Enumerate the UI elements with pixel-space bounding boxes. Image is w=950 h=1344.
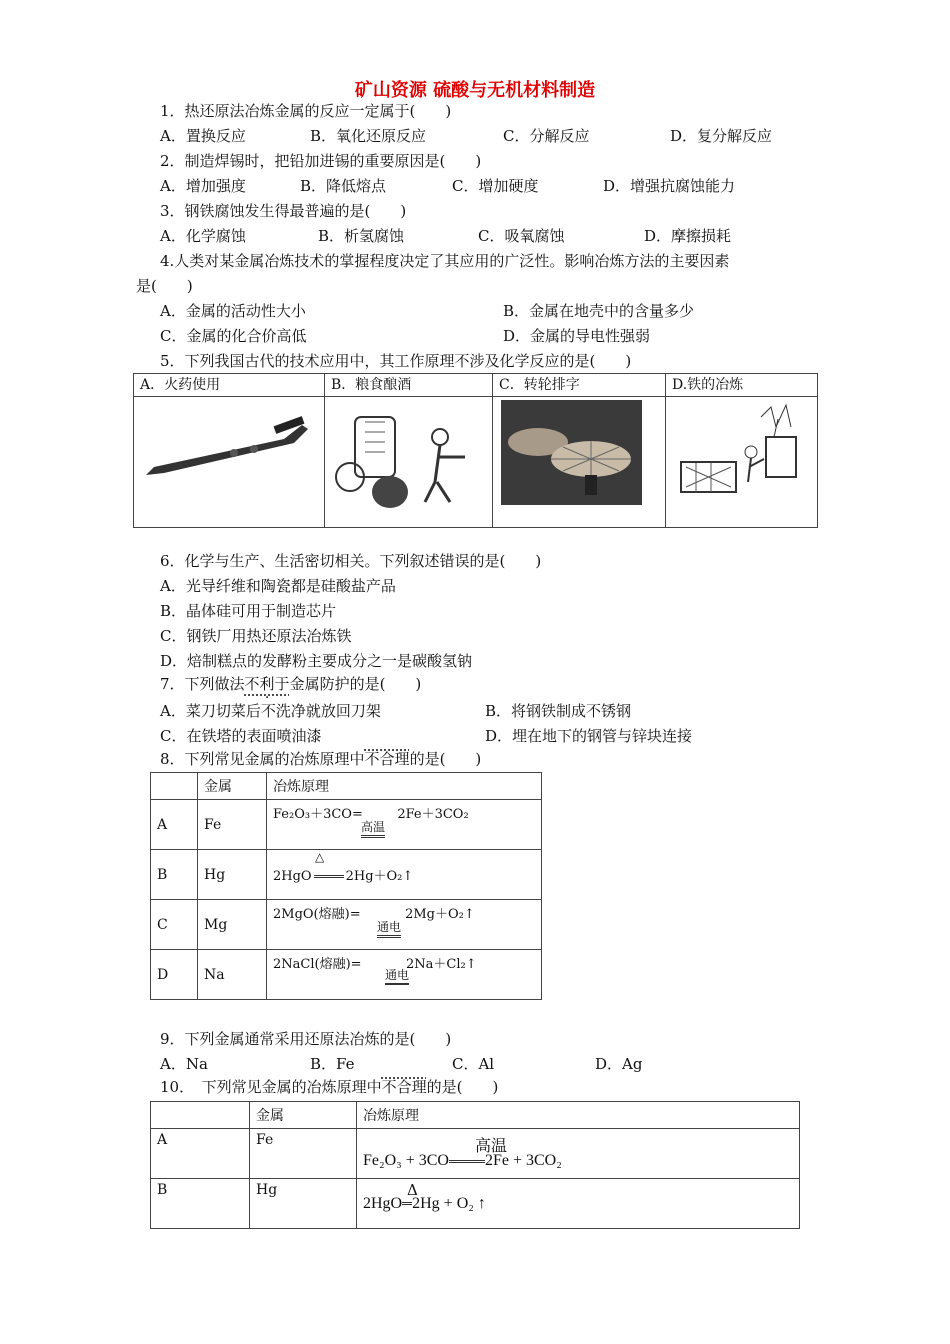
q10-header-metal: 金属 [250, 1102, 357, 1129]
q10-row-a-eq [357, 1129, 800, 1179]
q7-stem-emphasis: 不利于 [244, 675, 290, 693]
q4-option-b: B．金属在地壳中的含量多少 [503, 302, 695, 320]
q7-stem-a: 7．下列做法 [160, 675, 245, 693]
q8-row-b-eq [267, 850, 542, 900]
q8-header-metal: 金属 [198, 773, 267, 800]
q10-row-b-metal: Hg [250, 1179, 357, 1229]
q3-option-c: C．吸氧腐蚀 [478, 227, 565, 245]
q10-stem [160, 1076, 498, 1098]
q10-row-b-rhs: 2Hg + O₂ ↑ [412, 1194, 486, 1212]
q5-option-d: D.铁的冶炼 [666, 374, 817, 397]
q8-row-b-metal: Hg [198, 850, 267, 900]
q4-option-a: A．金属的活动性大小 [160, 302, 306, 320]
iron-smelting-image [666, 397, 817, 523]
q4-option-c: C．金属的化合价高低 [160, 327, 307, 345]
q10-stem-emphasis: 不合理 [381, 1078, 427, 1096]
q8-row-b [151, 850, 542, 900]
q10-row-a [151, 1129, 800, 1179]
q9-option-c: C．Al [452, 1055, 495, 1073]
q8-stem [160, 748, 481, 770]
brewing-wine-image [325, 397, 492, 523]
q8-row-b-rhs: 2Hg＋O₂↑ [345, 869, 414, 884]
q6-option-c: C．钢铁厂用热还原法冶炼铁 [160, 627, 352, 645]
q8-row-c-cond: 通电 [377, 918, 401, 938]
q10-row-a-rhs: 2Fe + 3CO₂ [484, 1152, 562, 1169]
q9-stem: 9．下列金属通常采用还原法冶炼的是( ) [160, 1030, 452, 1048]
q5-stem: 5．下列我国古代的技术应用中，其工作原理不涉及化学反应的是( ) [160, 352, 632, 370]
q8-row-c-metal: Mg [198, 900, 267, 950]
q5-option-a: A．火药使用 [134, 374, 324, 397]
q8-row-d [151, 950, 542, 1000]
q1-option-a: A．置换反应 [160, 127, 246, 145]
q8-row-b-cond: △ [315, 850, 325, 864]
q8-row-d-cond: 通电 [385, 966, 409, 985]
q10-row-b-lhs: 2HgO [363, 1194, 403, 1212]
q10-row-b-opt: B [151, 1179, 250, 1229]
q8-row-a [151, 800, 542, 850]
q2-option-d: D．增强抗腐蚀能力 [603, 177, 736, 195]
q10-row-b-eq [357, 1179, 800, 1229]
q8-row-b-opt: B [151, 850, 198, 900]
q8-row-d-eq [267, 950, 542, 1000]
q8-row-d-metal: Na [198, 950, 267, 1000]
q9-option-d: D．Ag [595, 1055, 643, 1073]
q1-option-d: D．复分解反应 [670, 127, 773, 145]
q8-row-c [151, 900, 542, 950]
q5-image-table [133, 373, 818, 528]
q5-cell-d [666, 374, 818, 528]
q7-option-a: A．菜刀切菜后不洗净就放回刀架 [160, 702, 381, 720]
q2-option-a: A．增加强度 [160, 177, 246, 195]
q7-option-b: B．将钢铁制成不锈钢 [485, 702, 632, 720]
q8-header-opt [151, 773, 198, 800]
q8-row-a-opt: A [151, 800, 198, 850]
q8-row-a-cond: 高温 [361, 818, 385, 838]
q2-option-c: C．增加硬度 [452, 177, 539, 195]
q10-row-b-cond: Δ [407, 1181, 418, 1199]
q8-row-a-eq [267, 800, 542, 850]
gunpowder-weapon-image [134, 397, 324, 523]
q8-row-d-opt: D [151, 950, 198, 1000]
q8-row-a-rhs: 2Fe＋3CO₂ [397, 807, 469, 822]
q10-header-principle: 冶炼原理 [357, 1102, 800, 1129]
q7-option-d: D．埋在地下的钢管与锌块连接 [485, 727, 693, 745]
q1-option-b: B．氧化还原反应 [310, 127, 427, 145]
q3-option-b: B．析氢腐蚀 [318, 227, 405, 245]
q10-row-a-lhs: Fe₂O₃ + 3CO [363, 1152, 449, 1169]
q7-option-c: C．在铁塔的表面喷油漆 [160, 727, 322, 745]
q6-option-a: A．光导纤维和陶瓷都是硅酸盐产品 [160, 577, 396, 595]
rotating-type-wheel-image [493, 397, 665, 523]
q10-row-b [151, 1179, 800, 1229]
q10-row-a-cond: 高温 [475, 1136, 508, 1155]
q5-option-b: B．粮食酿酒 [325, 374, 492, 397]
q8-stem-emphasis: 不合理 [364, 750, 410, 768]
q9-option-a: A．Na [160, 1055, 208, 1073]
q5-cell-b [325, 374, 493, 528]
q8-row-a-lhs: Fe₂O₃＋3CO= [273, 807, 363, 822]
q7-stem-b: 金属防护的是( ) [289, 675, 422, 693]
page-title: 矿山资源 硫酸与无机材料制造 [354, 80, 596, 101]
q10-row-a-opt: A [151, 1129, 250, 1179]
q6-option-d: D．焙制糕点的发酵粉主要成分之一是碳酸氢钠 [160, 652, 473, 670]
q10-stem-a: 10． 下列常见金属的冶炼原理中 [160, 1078, 382, 1096]
q8-row-c-lhs: 2MgO(熔融)= [273, 907, 361, 922]
q1-option-c: C．分解反应 [503, 127, 590, 145]
q3-stem: 3．钢铁腐蚀发生得最普遍的是( ) [160, 202, 407, 220]
q8-row-c-rhs: 2Mg＋O₂↑ [405, 907, 475, 922]
q8-row-d-rhs: 2Na＋Cl₂↑ [406, 957, 477, 972]
q8-table [150, 772, 542, 1000]
q8-header-principle: 冶炼原理 [267, 773, 542, 800]
q8-row-d-lhs: 2NaCl(熔融)= [273, 957, 362, 972]
q8-row-a-metal: Fe [198, 800, 267, 850]
q1-stem: 1．热还原法冶炼金属的反应一定属于( ) [160, 102, 452, 120]
q8-row-c-eq [267, 900, 542, 950]
q10-header-opt [151, 1102, 250, 1129]
q2-stem: 2．制造焊锡时，把铅加进锡的重要原因是( ) [160, 152, 482, 170]
q8-stem-a: 8．下列常见金属的冶炼原理中 [160, 750, 365, 768]
q4-stem-line1: 4.人类对某金属冶炼技术的掌握程度决定了其应用的广泛性。影响冶炼方法的主要因素 [160, 252, 730, 270]
q4-stem-line2: 是( ) [136, 277, 193, 295]
q3-option-a: A．化学腐蚀 [160, 227, 246, 245]
q9-option-b: B．Fe [310, 1055, 355, 1073]
q8-row-b-lhs: 2HgO [273, 869, 312, 884]
q5-cell-c [493, 374, 666, 528]
q6-option-b: B．晶体硅可用于制造芯片 [160, 602, 337, 620]
q7-stem [160, 673, 421, 695]
q8-stem-b: 的是( ) [409, 750, 482, 768]
q4-option-d: D．金属的导电性强弱 [503, 327, 651, 345]
q8-row-c-opt: C [151, 900, 198, 950]
q10-table [150, 1101, 800, 1229]
q5-option-c: C．转轮排字 [493, 374, 665, 397]
q5-cell-a [134, 374, 325, 528]
q6-stem: 6．化学与生产、生活密切相关。下列叙述错误的是( ) [160, 552, 542, 570]
q2-option-b: B．降低熔点 [300, 177, 387, 195]
q10-stem-b: 的是( ) [426, 1078, 499, 1096]
q10-row-a-metal: Fe [250, 1129, 357, 1179]
q3-option-d: D．摩擦损耗 [644, 227, 732, 245]
